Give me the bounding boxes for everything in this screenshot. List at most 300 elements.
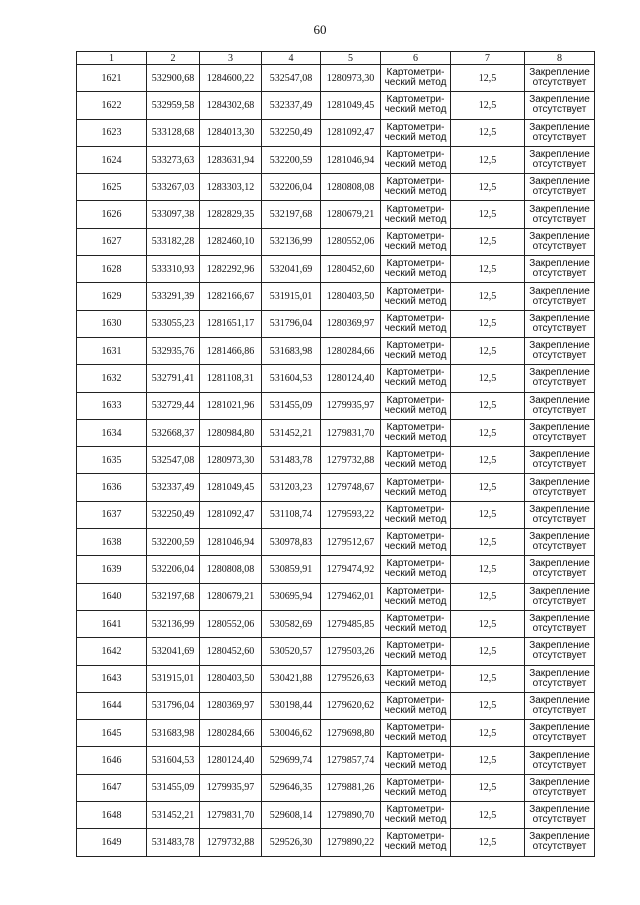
method-cell-line1: Картометри-	[386, 149, 445, 161]
x-start-cell: 533182,28	[147, 228, 200, 255]
fixation-cell	[525, 474, 595, 501]
table-body	[77, 65, 595, 857]
fixation-cell-line2: отсутствует	[532, 459, 587, 471]
point-number-cell: 1647	[77, 774, 147, 801]
fixation-cell-line1: Закрепление	[529, 67, 590, 79]
x-start-cell: 533097,38	[147, 201, 200, 228]
y-start-cell: 1281049,45	[200, 474, 262, 501]
method-cell-line1: Картометри-	[386, 340, 445, 352]
accuracy-cell: 12,5	[451, 474, 525, 501]
y-start-cell: 1284302,68	[200, 92, 262, 119]
header-row	[77, 52, 595, 65]
x-start-cell: 532547,08	[147, 447, 200, 474]
method-cell	[381, 119, 451, 146]
method-cell-line2: ческий метод	[384, 459, 447, 471]
fixation-cell-line1: Закрепление	[529, 476, 590, 488]
accuracy-cell: 12,5	[451, 802, 525, 829]
x-end-cell: 531683,98	[262, 337, 321, 364]
fixation-cell-line2: отсутствует	[532, 213, 587, 225]
table-row	[77, 692, 595, 719]
point-number-cell: 1625	[77, 174, 147, 201]
fixation-cell-line1: Закрепление	[529, 749, 590, 761]
table-row	[77, 747, 595, 774]
table-row	[77, 447, 595, 474]
fixation-cell	[525, 529, 595, 556]
method-cell-line1: Картометри-	[386, 558, 445, 570]
fixation-cell-line2: отсутствует	[532, 77, 587, 89]
x-end-cell: 530046,62	[262, 720, 321, 747]
method-cell-line2: ческий метод	[384, 732, 447, 744]
method-cell-line2: ческий метод	[384, 814, 447, 826]
point-number-cell: 1632	[77, 365, 147, 392]
fixation-cell-line2: отсутствует	[532, 568, 587, 580]
fixation-cell-line2: отсутствует	[532, 704, 587, 716]
accuracy-cell: 12,5	[451, 146, 525, 173]
method-cell	[381, 556, 451, 583]
method-cell-line1: Картометри-	[386, 585, 445, 597]
fixation-cell	[525, 65, 595, 92]
fixation-cell-line1: Закрепление	[529, 722, 590, 734]
y-start-cell: 1281651,17	[200, 310, 262, 337]
method-cell	[381, 501, 451, 528]
fixation-cell-line2: отсутствует	[532, 432, 587, 443]
method-cell-line1: Картометри-	[386, 613, 445, 625]
y-end-cell: 1280124,40	[321, 365, 381, 392]
y-end-cell: 1280452,60	[321, 256, 381, 283]
table-row	[77, 119, 595, 146]
table-row	[77, 283, 595, 310]
column-header: 2	[147, 52, 200, 65]
method-cell-line2: ческий метод	[384, 704, 447, 716]
x-start-cell: 532935,76	[147, 337, 200, 364]
method-cell-line1: Картометри-	[386, 449, 445, 461]
coordinates-table	[76, 51, 595, 857]
accuracy-cell: 12,5	[451, 447, 525, 474]
table-row	[77, 610, 595, 637]
fixation-cell-line1: Закрепление	[529, 531, 590, 543]
fixation-cell	[525, 283, 595, 310]
x-end-cell: 530978,83	[262, 529, 321, 556]
fixation-cell	[525, 829, 595, 856]
fixation-cell-line2: отсутствует	[532, 104, 587, 116]
method-cell-line2: ческий метод	[384, 677, 447, 689]
x-start-cell: 532337,49	[147, 474, 200, 501]
accuracy-cell: 12,5	[451, 747, 525, 774]
method-cell-line2: ческий метод	[384, 186, 447, 198]
point-number-cell: 1648	[77, 802, 147, 829]
point-number-cell: 1631	[77, 337, 147, 364]
method-cell-line1: Картометри-	[386, 94, 445, 106]
x-start-cell: 532791,41	[147, 365, 200, 392]
table-row	[77, 146, 595, 173]
method-cell-line2: ческий метод	[384, 159, 447, 171]
y-end-cell: 1279890,70	[321, 802, 381, 829]
method-cell-line1: Картометри-	[386, 831, 445, 843]
y-end-cell: 1279890,22	[321, 829, 381, 856]
method-cell	[381, 447, 451, 474]
x-end-cell: 532250,49	[262, 119, 321, 146]
method-cell-line2: ческий метод	[384, 513, 447, 525]
fixation-cell	[525, 774, 595, 801]
accuracy-cell: 12,5	[451, 501, 525, 528]
method-cell-line1: Картометри-	[386, 640, 445, 652]
y-start-cell: 1279831,70	[200, 802, 262, 829]
point-number-cell: 1642	[77, 638, 147, 665]
table-row	[77, 256, 595, 283]
method-cell	[381, 392, 451, 419]
y-start-cell: 1282829,35	[200, 201, 262, 228]
x-end-cell: 529526,30	[262, 829, 321, 856]
table-row	[77, 802, 595, 829]
accuracy-cell: 12,5	[451, 174, 525, 201]
fixation-cell-line2: отсутствует	[532, 131, 587, 143]
table-row	[77, 474, 595, 501]
method-cell-line1: Картометри-	[386, 749, 445, 761]
fixation-cell-line2: отсутствует	[532, 786, 587, 798]
method-cell	[381, 174, 451, 201]
fixation-cell-line1: Закрепление	[529, 367, 590, 379]
method-cell-line2: ческий метод	[384, 295, 447, 307]
method-cell-line2: ческий метод	[384, 104, 447, 116]
x-end-cell: 529608,14	[262, 802, 321, 829]
fixation-cell-line2: отсутствует	[532, 650, 587, 662]
method-cell	[381, 474, 451, 501]
table-row	[77, 720, 595, 747]
method-cell	[381, 419, 451, 446]
point-number-cell: 1646	[77, 747, 147, 774]
method-cell	[381, 65, 451, 92]
y-end-cell: 1279503,26	[321, 638, 381, 665]
method-cell-line2: ческий метод	[384, 486, 447, 498]
x-start-cell: 533267,03	[147, 174, 200, 201]
accuracy-cell: 12,5	[451, 283, 525, 310]
x-end-cell: 530421,88	[262, 665, 321, 692]
x-end-cell: 531915,01	[262, 283, 321, 310]
fixation-cell	[525, 583, 595, 610]
fixation-cell-line2: отсутствует	[532, 350, 587, 362]
fixation-cell	[525, 665, 595, 692]
method-cell-line2: ческий метод	[384, 541, 447, 553]
y-start-cell: 1280984,80	[200, 419, 262, 446]
method-cell-line1: Картометри-	[386, 230, 445, 242]
column-header: 5	[321, 52, 381, 65]
fixation-cell	[525, 201, 595, 228]
y-end-cell: 1279593,22	[321, 501, 381, 528]
x-start-cell: 532206,04	[147, 556, 200, 583]
fixation-cell	[525, 419, 595, 446]
fixation-cell-line1: Закрепление	[529, 94, 590, 106]
point-number-cell: 1635	[77, 447, 147, 474]
method-cell-line1: Картометри-	[386, 312, 445, 324]
fixation-cell-line2: отсутствует	[532, 595, 587, 607]
table-row	[77, 583, 595, 610]
fixation-cell-line2: отсутствует	[532, 623, 587, 635]
fixation-cell-line1: Закрепление	[529, 121, 590, 133]
accuracy-cell: 12,5	[451, 310, 525, 337]
y-start-cell: 1280403,50	[200, 665, 262, 692]
fixation-cell-line1: Закрепление	[529, 558, 590, 570]
y-start-cell: 1281466,86	[200, 337, 262, 364]
fixation-cell-line2: отсутствует	[532, 759, 587, 771]
y-end-cell: 1280552,06	[321, 228, 381, 255]
table-row	[77, 201, 595, 228]
fixation-cell	[525, 256, 595, 283]
fixation-cell	[525, 610, 595, 637]
accuracy-cell: 12,5	[451, 665, 525, 692]
point-number-cell: 1649	[77, 829, 147, 856]
point-number-cell: 1627	[77, 228, 147, 255]
table-row	[77, 65, 595, 92]
accuracy-cell: 12,5	[451, 65, 525, 92]
x-end-cell: 531604,53	[262, 365, 321, 392]
accuracy-cell: 12,5	[451, 201, 525, 228]
method-cell-line2: ческий метод	[384, 268, 447, 280]
fixation-cell-line2: отсутствует	[532, 541, 587, 553]
y-end-cell: 1279935,97	[321, 392, 381, 419]
method-cell	[381, 802, 451, 829]
y-end-cell: 1281049,45	[321, 92, 381, 119]
accuracy-cell: 12,5	[451, 692, 525, 719]
point-number-cell: 1645	[77, 720, 147, 747]
method-cell	[381, 720, 451, 747]
x-end-cell: 532337,49	[262, 92, 321, 119]
method-cell	[381, 774, 451, 801]
y-start-cell: 1280369,97	[200, 692, 262, 719]
method-cell-line1: Картометри-	[386, 804, 445, 816]
method-cell-line2: ческий метод	[384, 759, 447, 771]
y-end-cell: 1280973,30	[321, 65, 381, 92]
y-end-cell: 1281092,47	[321, 119, 381, 146]
fixation-cell	[525, 802, 595, 829]
method-cell	[381, 201, 451, 228]
method-cell-line1: Картометри-	[386, 476, 445, 488]
method-cell-line2: ческий метод	[384, 404, 447, 416]
point-number-cell: 1641	[77, 610, 147, 637]
x-end-cell: 529699,74	[262, 747, 321, 774]
method-cell-line1: Картометри-	[386, 203, 445, 215]
fixation-cell	[525, 556, 595, 583]
fixation-cell	[525, 638, 595, 665]
x-end-cell: 531108,74	[262, 501, 321, 528]
y-end-cell: 1279698,80	[321, 720, 381, 747]
fixation-cell-line1: Закрепление	[529, 203, 590, 215]
method-cell	[381, 610, 451, 637]
fixation-cell-line2: отсутствует	[532, 486, 587, 498]
accuracy-cell: 12,5	[451, 392, 525, 419]
table-row	[77, 774, 595, 801]
y-start-cell: 1280124,40	[200, 747, 262, 774]
column-header: 8	[525, 52, 595, 65]
y-end-cell: 1279620,62	[321, 692, 381, 719]
method-cell-line1: Картометри-	[386, 422, 445, 433]
fixation-cell-line2: отсутствует	[532, 268, 587, 280]
point-number-cell: 1639	[77, 556, 147, 583]
y-end-cell: 1279748,67	[321, 474, 381, 501]
fixation-cell-line1: Закрепление	[529, 585, 590, 597]
table-row	[77, 665, 595, 692]
fixation-cell	[525, 720, 595, 747]
method-cell	[381, 146, 451, 173]
fixation-cell	[525, 365, 595, 392]
method-cell	[381, 283, 451, 310]
method-cell-line1: Картометри-	[386, 121, 445, 133]
method-cell-line1: Картометри-	[386, 367, 445, 379]
y-end-cell: 1280284,66	[321, 337, 381, 364]
method-cell-line2: ческий метод	[384, 322, 447, 334]
fixation-cell-line1: Закрепление	[529, 312, 590, 324]
x-start-cell: 532200,59	[147, 529, 200, 556]
point-number-cell: 1622	[77, 92, 147, 119]
x-start-cell: 532900,68	[147, 65, 200, 92]
y-end-cell: 1279881,26	[321, 774, 381, 801]
fixation-cell-line2: отсутствует	[532, 404, 587, 416]
method-cell-line1: Картометри-	[386, 776, 445, 788]
point-number-cell: 1637	[77, 501, 147, 528]
fixation-cell	[525, 447, 595, 474]
table-row	[77, 310, 595, 337]
x-start-cell: 532729,44	[147, 392, 200, 419]
x-end-cell: 532041,69	[262, 256, 321, 283]
page-number: 60	[313, 22, 327, 37]
x-end-cell: 531455,09	[262, 392, 321, 419]
table-row	[77, 419, 595, 446]
column-header: 1	[77, 52, 147, 65]
fixation-cell-line2: отсутствует	[532, 322, 587, 334]
y-end-cell: 1280369,97	[321, 310, 381, 337]
fixation-cell-line1: Закрепление	[529, 149, 590, 161]
method-cell-line1: Картометри-	[386, 394, 445, 406]
method-cell-line2: ческий метод	[384, 568, 447, 580]
x-start-cell: 531455,09	[147, 774, 200, 801]
accuracy-cell: 12,5	[451, 256, 525, 283]
method-cell-line2: ческий метод	[384, 240, 447, 252]
method-cell-line2: ческий метод	[384, 623, 447, 635]
method-cell	[381, 747, 451, 774]
y-start-cell: 1281092,47	[200, 501, 262, 528]
accuracy-cell: 12,5	[451, 419, 525, 446]
y-start-cell: 1282460,10	[200, 228, 262, 255]
point-number-cell: 1628	[77, 256, 147, 283]
method-cell-line2: ческий метод	[384, 131, 447, 143]
fixation-cell-line1: Закрепление	[529, 340, 590, 352]
y-end-cell: 1281046,94	[321, 146, 381, 173]
method-cell	[381, 529, 451, 556]
x-start-cell: 531483,78	[147, 829, 200, 856]
table-row	[77, 228, 595, 255]
point-number-cell: 1630	[77, 310, 147, 337]
x-end-cell: 530859,91	[262, 556, 321, 583]
x-start-cell: 533310,93	[147, 256, 200, 283]
fixation-cell-line1: Закрепление	[529, 613, 590, 625]
accuracy-cell: 12,5	[451, 610, 525, 637]
fixation-cell-line1: Закрепление	[529, 503, 590, 515]
method-cell-line2: ческий метод	[384, 786, 447, 798]
fixation-cell	[525, 392, 595, 419]
method-cell	[381, 638, 451, 665]
fixation-cell-line1: Закрепление	[529, 230, 590, 242]
x-end-cell: 532206,04	[262, 174, 321, 201]
y-start-cell: 1281021,96	[200, 392, 262, 419]
fixation-cell-line2: отсутствует	[532, 186, 587, 198]
x-start-cell: 532136,99	[147, 610, 200, 637]
column-header: 4	[262, 52, 321, 65]
x-end-cell: 531483,78	[262, 447, 321, 474]
y-start-cell: 1281108,31	[200, 365, 262, 392]
fixation-cell-line2: отсутствует	[532, 377, 587, 389]
x-start-cell: 533291,39	[147, 283, 200, 310]
point-number-cell: 1633	[77, 392, 147, 419]
x-end-cell: 531203,23	[262, 474, 321, 501]
point-number-cell: 1640	[77, 583, 147, 610]
method-cell	[381, 92, 451, 119]
x-start-cell: 532959,58	[147, 92, 200, 119]
y-end-cell: 1280808,08	[321, 174, 381, 201]
table-row	[77, 392, 595, 419]
fixation-cell-line1: Закрепление	[529, 640, 590, 652]
x-end-cell: 531452,21	[262, 419, 321, 446]
method-cell-line2: ческий метод	[384, 350, 447, 362]
fixation-cell	[525, 337, 595, 364]
fixation-cell-line2: отсутствует	[532, 732, 587, 744]
method-cell	[381, 692, 451, 719]
method-cell-line2: ческий метод	[384, 595, 447, 607]
x-start-cell: 532041,69	[147, 638, 200, 665]
method-cell	[381, 256, 451, 283]
fixation-cell-line1: Закрепление	[529, 422, 590, 433]
y-end-cell: 1280403,50	[321, 283, 381, 310]
method-cell-line1: Картометри-	[386, 722, 445, 734]
point-number-cell: 1638	[77, 529, 147, 556]
y-start-cell: 1282166,67	[200, 283, 262, 310]
fixation-cell-line2: отсутствует	[532, 841, 587, 853]
point-number-cell: 1629	[77, 283, 147, 310]
y-start-cell: 1283303,12	[200, 174, 262, 201]
fixation-cell-line2: отсутствует	[532, 677, 587, 689]
y-end-cell: 1280679,21	[321, 201, 381, 228]
x-end-cell: 532136,99	[262, 228, 321, 255]
fixation-cell-line1: Закрепление	[529, 804, 590, 816]
method-cell	[381, 337, 451, 364]
y-start-cell: 1281046,94	[200, 529, 262, 556]
y-start-cell: 1280973,30	[200, 447, 262, 474]
accuracy-cell: 12,5	[451, 365, 525, 392]
point-number-cell: 1634	[77, 419, 147, 446]
table-row	[77, 92, 595, 119]
fixation-cell-line2: отсутствует	[532, 240, 587, 252]
point-number-cell: 1643	[77, 665, 147, 692]
method-cell-line2: ческий метод	[384, 841, 447, 853]
x-start-cell: 532668,37	[147, 419, 200, 446]
table-row	[77, 337, 595, 364]
x-end-cell: 529646,35	[262, 774, 321, 801]
x-start-cell: 531604,53	[147, 747, 200, 774]
fixation-cell	[525, 310, 595, 337]
accuracy-cell: 12,5	[451, 529, 525, 556]
y-start-cell: 1280284,66	[200, 720, 262, 747]
fixation-cell	[525, 146, 595, 173]
point-number-cell: 1636	[77, 474, 147, 501]
x-start-cell: 533273,63	[147, 146, 200, 173]
x-start-cell: 532250,49	[147, 501, 200, 528]
y-start-cell: 1280808,08	[200, 556, 262, 583]
table-row	[77, 365, 595, 392]
method-cell-line1: Картометри-	[386, 694, 445, 706]
fixation-cell	[525, 119, 595, 146]
fixation-cell-line1: Закрепление	[529, 694, 590, 706]
table-row	[77, 556, 595, 583]
x-start-cell: 531796,04	[147, 692, 200, 719]
accuracy-cell: 12,5	[451, 774, 525, 801]
